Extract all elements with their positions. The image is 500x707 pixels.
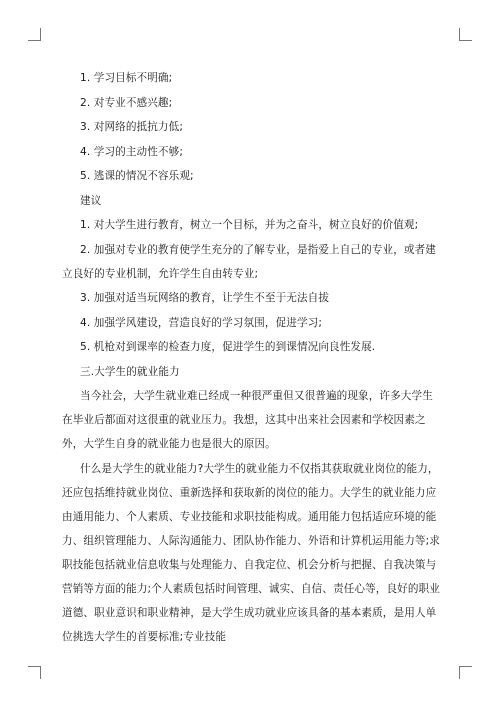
crop-mark-top-left (28, 28, 41, 41)
paragraph-employability-definition: 什么是大学生的就业能力?大学生的就业能力不仅指其获取就业岗位的能力，还应包括维持就业岗位、重新选择和获取新的岗位的能力。大学生的就业能力应由通用能力、个人素质、专业技能和求职技能构成。通用能力包括适应环境的能力、组织管理能力、人际沟通能力、团队协作能力、外语和计算机运用能力等;求职技能包括就业信息收集与处理能力、自我定位、机会分析与把握、自我决策与营销等方面的能力;个人素质包括时间管理、诚实、自信、责任心等，良好的职业道德、职业意识和职业精神，是大学生成功就业应该具备的基本素质，是用人单位挑选大学生的首要标准;专业技能 (62, 462, 440, 643)
suggestion-4: 4. 加强学风建设，营造良好的学习氛围，促进学习; (80, 316, 323, 329)
crop-mark-bottom-left (28, 666, 41, 679)
suggestion-2: 2. 加强对专业的教育使学生充分的了解专业，是指爱上自己的专业，或者建立良好的专业机制，允许学生自由转专业; (62, 243, 436, 280)
list-item-5: 5. 逃课的情况不容乐观; (80, 170, 194, 182)
list-item-2: 2. 对专业不感兴趣; (80, 96, 173, 109)
list-item-3: 3. 对网络的抵抗力低; (80, 121, 183, 133)
list-item-1: 1. 学习目标不明确; (80, 72, 173, 84)
paragraph-employment-pressure: 当今社会，大学生就业难已经成一种很严重但又很普遍的现象，许多大学生在毕业后都面对这很重的就业压力。我想，这其中出来社会因素和学校因素之外，大学生自身的就业能力也是很大的原因。 (62, 390, 433, 450)
list-item-4: 4. 学习的主动性不够; (80, 145, 183, 158)
suggestion-1: 1. 对大学生进行教育，树立一个目标，并为之奋斗，树立良好的价值观; (80, 219, 419, 231)
suggestion-3: 3. 加强对适当玩网络的教育，让学生不至于无法自拔 (80, 292, 330, 304)
suggestion-5: 5. 机枪对到课率的检查力度，促进学生的到课情况向良性发展. (80, 341, 376, 353)
crop-mark-bottom-right (459, 666, 472, 679)
crop-mark-top-right (459, 28, 472, 41)
section-heading-suggestions: 建议 (80, 194, 102, 207)
document-body (62, 66, 440, 649)
section-heading-employability: 三.大学生的就业能力 (80, 365, 180, 378)
